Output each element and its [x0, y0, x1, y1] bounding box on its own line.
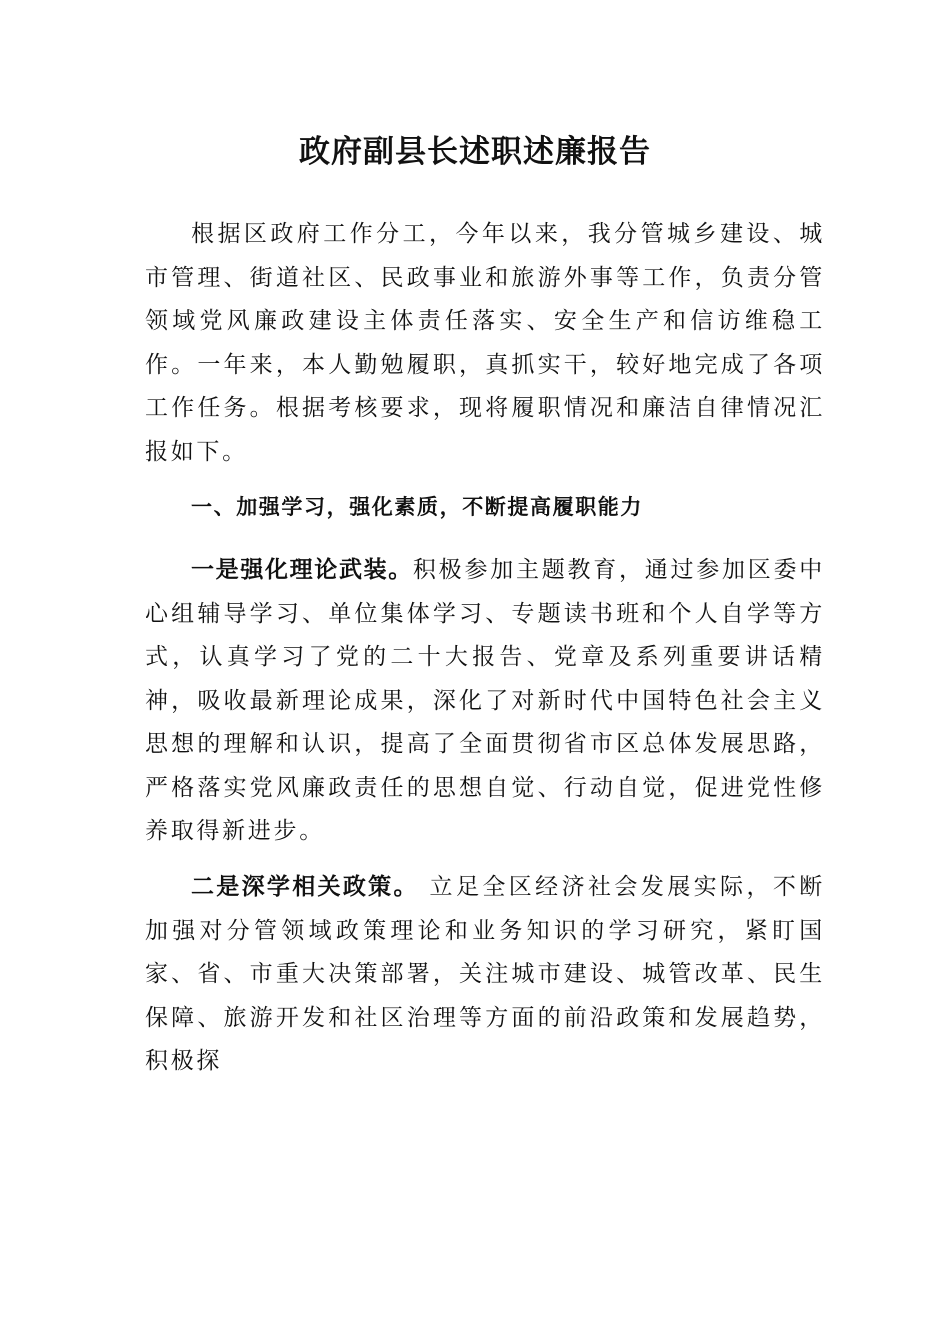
intro-paragraph: 根据区政府工作分工，今年以来，我分管城乡建设、城市管理、街道社区、民政事业和旅游外事等工作，负责分管领域党风廉政建设主体责任落实、安全生产和信访维稳工作。一年来，本人勤勉履职，真抓实干，较好地完成了各项工作任务。根据考核要求，现将履职情况和廉洁自律情况汇报如下。	[145, 221, 825, 465]
item-text-1: 积极参加主题教育，通过参加区委中心组辅导学习、单位集体学习、专题读书班和个人自学等方式，认真学习了党的二十大报告、党章及系列重要讲话精神，吸收最新理论成果，深化了对新时代中国特色社会主义思想的理解和认识，提高了全面贯彻省市区总体发展思路，严格落实党风廉政责任的思想自觉、行动自觉，促进党性修养取得新进步。	[145, 557, 825, 844]
item-paragraph-1	[145, 549, 825, 854]
item-lead-2: 二是深学相关政策。	[191, 874, 419, 900]
section-heading: 一、加强学习，强化素质，不断提高履职能力	[191, 495, 643, 519]
item-lead-1: 一是强化理论武装。	[191, 557, 413, 583]
item-text-2: 立足全区经济社会发展实际，不断加强对分管领域政策理论和业务知识的学习研究，紧盯国家、省、市重大决策部署，关注城市建设、城管改革、民生保障、旅游开发和社区治理等方面的前沿政策和发展趋势，积极探	[145, 874, 825, 1074]
item-paragraph-2	[145, 866, 825, 1084]
document-title: 政府副县长述职述廉报告	[299, 134, 651, 170]
